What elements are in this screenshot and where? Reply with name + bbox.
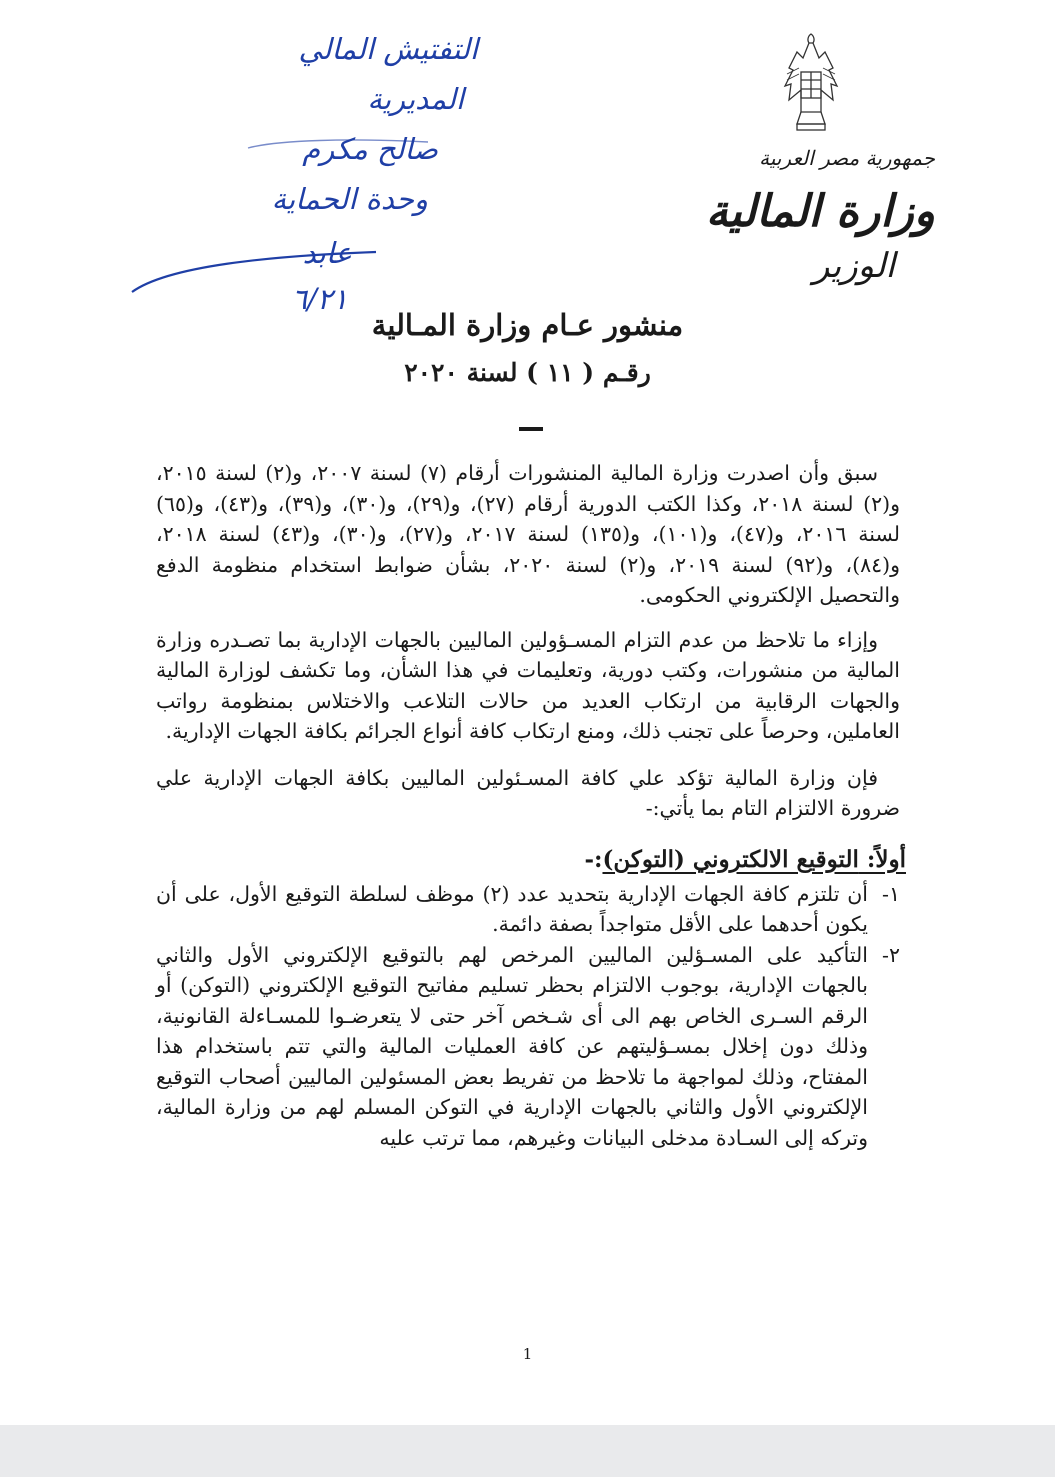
list-item-text: التأكيد على المسـؤلين الماليين المرخص لهم بالتوقيع الإلكتروني الأول والثاني بالجهات الإدارية، بوجوب الالتزام بحظر تسليم مفاتيح التوقيع الإلكتروني (التوكن) أو الرقم السـرى الخاص بهم الى أى شـخص آخر حتى لا يتعرضـوا للمسـاءلة القانونية، وذلك دون إخلال بمسـؤليتهم عن كافة العمليات المالية والتي تتم باستخدام هذا المفتاح، وذلك لمواجهة ما تلاحظ من تفريط بعض المسئولين الماليين أصحاب التوقيع الإلكتروني الأول والثاني بالجهات الإدارية في التوكن المسلم لهم من وزارة المالية، وتركه إلى السـادة مدخلى البيانات وغيرهم، مما ترتب عليه <box>156 942 868 1150</box>
list-item <box>156 940 900 1154</box>
list-item-number: ٢- <box>882 942 900 967</box>
paragraph-references: سبق وأن اصدرت وزارة المالية المنشورات أرقام (٧) لسنة ٢٠٠٧، و(٢) لسنة ٢٠١٥، و(٢) لسنة ٢٠١٨، وكذا الكتب الدورية أرقام (٢٧)، و(٢٩)، و(٣٠)، و(٣٩)، و(٤٣)، و(٦٥) لسنة ٢٠١٦، و(٤٧)، و(١٠١)، و(١٣٥) لسنة ٢٠١٧، و(٢٧)، و(٣٠)، و(٤٣) لسنة ٢٠١٨، و(٨٤)، و(٩٢) لسنة ٢٠١٩، و(٢) لسنة ٢٠٢٠، بشأن ضوابط استخدام منظومة الدفع والتحصيل الإلكتروني الحكومى. <box>156 461 901 607</box>
annotation-line-4: وحدة الحماية <box>271 182 428 216</box>
list-item <box>156 879 900 940</box>
page-number: 1 <box>522 1345 533 1363</box>
annotation-line-1: التفتيش المالي <box>298 32 478 66</box>
title-divider <box>519 427 543 431</box>
document-body <box>156 458 906 1153</box>
list-item-text: أن تلتزم كافة الجهات الإدارية بتحديد عدد (٢) موظف لسلطة التوقيع الأول، على أن يكون أحدهما على الأقل متواجداً بصفة دائمة. <box>156 881 868 936</box>
document-title: منشور عـام وزارة المـالية <box>371 308 684 342</box>
section-suffix: :- <box>584 845 603 873</box>
annotation-date: ٦/٢١ <box>291 282 348 316</box>
document-number: رقـم ( ١١ ) لسنة ٢٠٢٠ <box>404 358 651 387</box>
annotation-line-2: المديرية <box>367 82 464 116</box>
paragraph-directive: فإن وزارة المالية تؤكد علي كافة المسـئولين الماليين بكافة الجهات الإدارية علي ضرورة الالتزام التام بما يأتي:- <box>156 765 900 820</box>
section-heading-first <box>162 846 906 873</box>
paragraph-observations: وإزاء ما تلاحظ من عدم التزام المسـؤولين الماليين بالجهات الإدارية بما تصـدره وزارة المالية من منشورات، وكتب دورية، وتعليمات في هذا الشأن، وما تكشف لوزارة المالية والجهات الرقابية من ارتكاب العديد من حالات التلاعب والاختلاس بمنظومة رواتب العاملين، وحرصاً على تجنب ذلك، ومنع ارتكاب كافة أنواع الجرائم بكافة الجهات الإدارية. <box>156 627 900 743</box>
list-item-number: ١- <box>882 881 900 906</box>
country-name: جمهورية مصر العربية <box>759 146 935 170</box>
minister-office: الوزير <box>812 246 895 286</box>
section-prefix: أولاً: <box>858 845 906 873</box>
egypt-eagle-emblem-icon <box>779 28 843 134</box>
handwritten-annotation <box>128 30 478 330</box>
ministry-name: وزارة المالية <box>705 186 935 237</box>
annotation-line-5: عابد <box>302 236 352 270</box>
annotation-line-3: صالح مكرم <box>302 132 438 166</box>
scan-bottom-edge <box>0 1425 1055 1477</box>
section-title: التوقيع الالكتروني (التوكن) <box>602 845 859 873</box>
